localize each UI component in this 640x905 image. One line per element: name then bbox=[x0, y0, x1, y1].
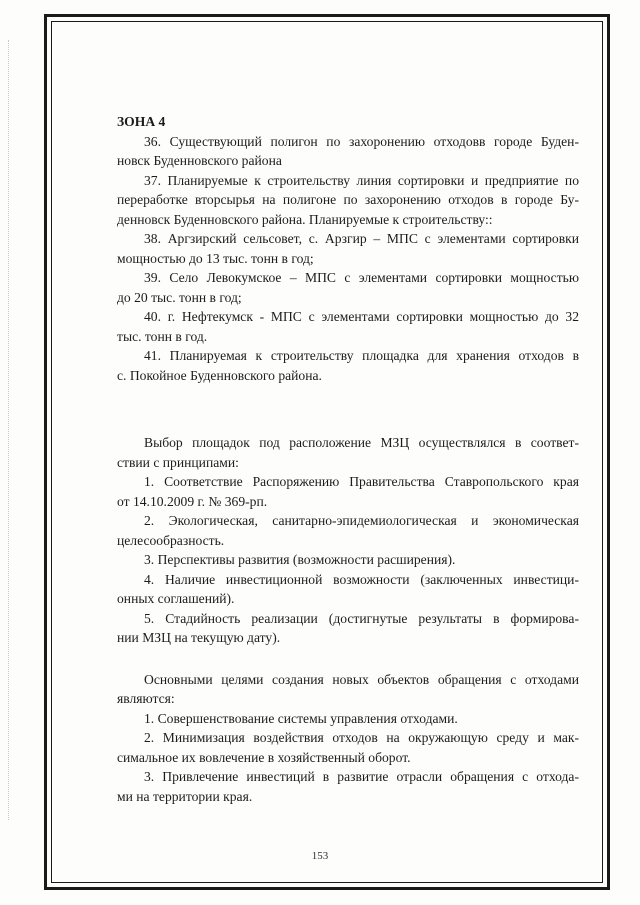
paragraph-line: 2. Экологическая, санитарно-эпидемиологическая и экономическая bbox=[144, 513, 579, 528]
paragraph-line: целесообразность. bbox=[117, 532, 225, 548]
document-body bbox=[117, 112, 579, 806]
paragraph-line: являются: bbox=[117, 691, 175, 706]
paragraph-line: Выбор площадок под расположение МЗЦ осуществлялся в соответ- bbox=[144, 435, 579, 450]
zone-heading: ЗОНА 4 bbox=[117, 114, 166, 129]
paragraph-line: мощностью до 13 тыс. тонн в год; bbox=[117, 250, 314, 266]
paragraph-line: переработке вторсырья на полигоне по захоронению отходов в городе Бу- bbox=[117, 192, 579, 207]
zone-item bbox=[117, 171, 579, 230]
selection-intro bbox=[117, 433, 579, 472]
selection-item bbox=[117, 511, 579, 550]
goals-list bbox=[117, 709, 579, 807]
scan-margin-artifact bbox=[8, 40, 10, 820]
paragraph-line: денновск Буденновского района. Планируемые к строительству:: bbox=[117, 211, 493, 227]
selection-intro-text bbox=[117, 433, 579, 472]
paragraph-line: Основными целями создания новых объектов обращения с отходами bbox=[144, 671, 579, 687]
paragraph-line: симальное их вовлечение в хозяйственный оборот. bbox=[117, 749, 411, 765]
paragraph-line: 1. Соответствие Распоряжению Правительства Ставропольского края bbox=[144, 474, 579, 489]
paragraph-line: до 20 тыс. тонн в год; bbox=[117, 289, 242, 305]
paragraph-line: нии МЗЦ на текущую дату). bbox=[117, 630, 281, 645]
paragraph-line: 39. Село Левокумское – МПС с элементами сортировки мощностью bbox=[144, 270, 579, 285]
paragraph-line: от 14.10.2009 г. № 369-рп. bbox=[117, 493, 268, 509]
goal-item bbox=[117, 728, 579, 767]
zone-list bbox=[117, 132, 579, 386]
paragraph-line: онных соглашений). bbox=[117, 591, 235, 606]
selection-item bbox=[117, 609, 579, 648]
paragraph-line: 38. Аргзирский сельсовет, с. Арзгир – МПС с элементами сортировки bbox=[144, 231, 579, 246]
goal-item bbox=[117, 709, 579, 729]
zone-item bbox=[117, 307, 579, 346]
selection-item bbox=[117, 570, 579, 609]
goal-item bbox=[117, 767, 579, 806]
paragraph-line: тыс. тонн в год. bbox=[117, 328, 208, 344]
paragraph-line: 41. Планируемая к строительству площадка для хранения отходов в bbox=[144, 348, 579, 363]
paragraph-line: 40. г. Нефтекумск - МПС с элементами сортировки мощностью до 32 bbox=[144, 309, 579, 324]
goals-intro-text bbox=[117, 670, 579, 709]
goals-intro bbox=[117, 670, 579, 709]
zone-item bbox=[117, 229, 579, 268]
paragraph-line: 1. Совершенствование системы управления отходами. bbox=[144, 710, 458, 726]
paragraph-line: ствии с принципами: bbox=[117, 454, 239, 470]
paragraph-line: ми на территории края. bbox=[117, 788, 253, 804]
paragraph-line: 4. Наличие инвестиционной возможности (заключенных инвестици- bbox=[144, 571, 579, 587]
paragraph-line: 36. Существующий полигон по захоронению отходовв городе Буден- bbox=[144, 133, 579, 149]
page-number: 153 bbox=[311, 850, 329, 862]
paragraph-line: с. Покойное Буденновского района. bbox=[117, 367, 322, 383]
paragraph-line: 5. Стадийность реализации (достигнутые результаты в формирова- bbox=[144, 610, 579, 626]
paragraph-line: 3. Перспективы развития (возможности расширения). bbox=[144, 552, 456, 567]
paragraph-line: 2. Минимизация воздействия отходов на окружающую среду и мак- bbox=[144, 730, 579, 745]
paragraph-line: 37. Планируемые к строительству линия сортировки и предприятие по bbox=[144, 172, 579, 188]
selection-item bbox=[117, 472, 579, 511]
paragraph-line: новск Буденновского района bbox=[117, 153, 282, 168]
zone-item bbox=[117, 268, 579, 307]
zone-item bbox=[117, 346, 579, 385]
paragraph-line: 3. Привлечение инвестиций в развитие отрасли обращения с отхода- bbox=[144, 769, 579, 784]
zone-item bbox=[117, 132, 579, 171]
selection-item bbox=[117, 550, 579, 570]
selection-list bbox=[117, 472, 579, 648]
